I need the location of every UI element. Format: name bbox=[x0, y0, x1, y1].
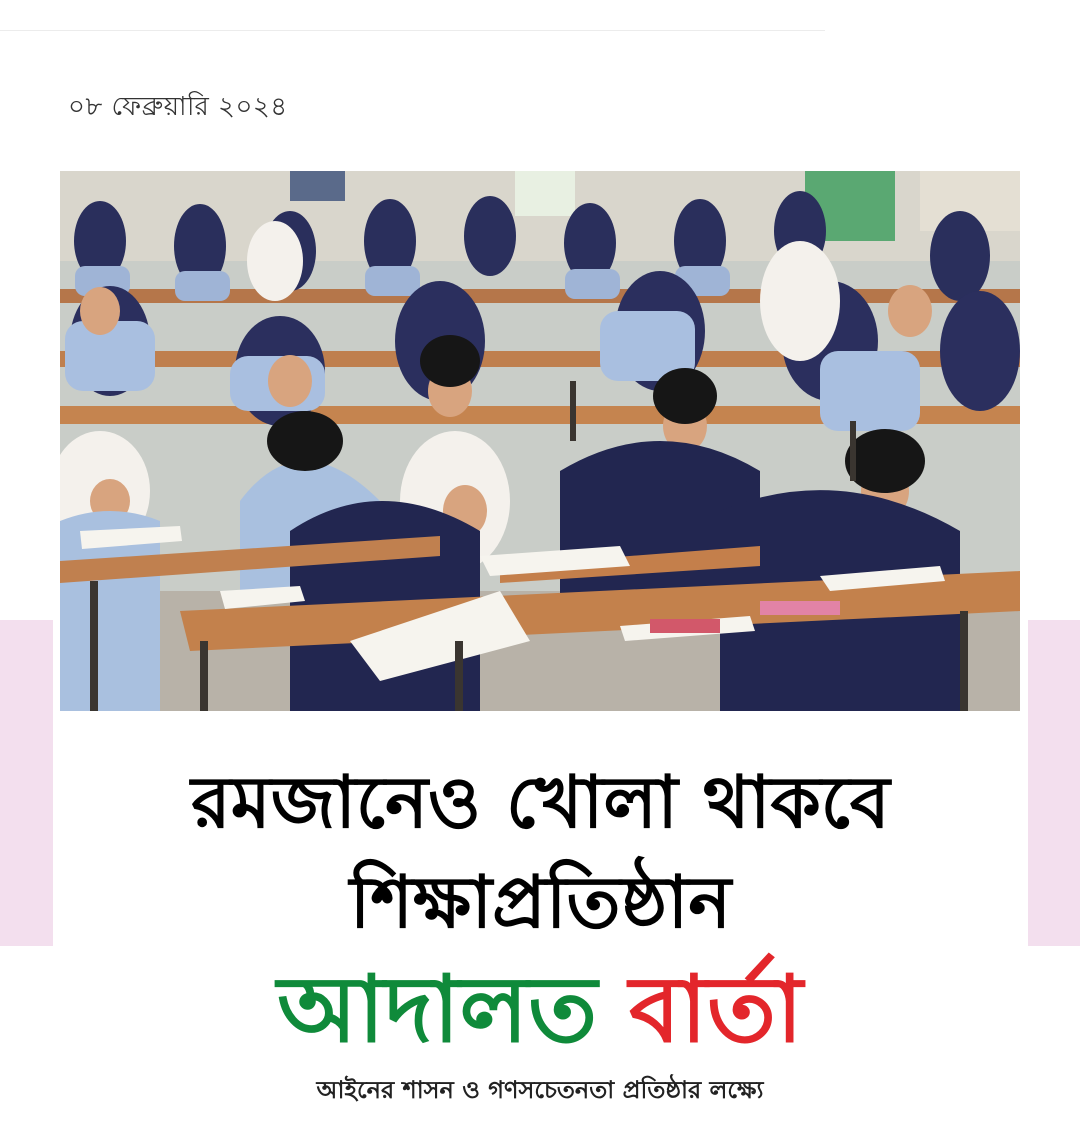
brand-logo-part-2: বার্তা bbox=[629, 956, 803, 1063]
right-accent-band bbox=[1028, 620, 1080, 946]
headline-line-1: রমজানেও খোলা থাকবে bbox=[191, 760, 890, 844]
news-photo-exam-hall bbox=[60, 171, 1020, 711]
post-date: ০৮ ফেব্রুয়ারি ২০২৪ bbox=[68, 92, 288, 122]
brand-logo bbox=[200, 955, 880, 1065]
headline bbox=[53, 752, 1028, 952]
brand-logo-part-1: আদালত bbox=[277, 956, 598, 1063]
left-accent-band bbox=[0, 620, 53, 946]
headline-line-2: শিক্ষাপ্রতিষ্ঠান bbox=[349, 860, 732, 944]
top-divider bbox=[0, 30, 825, 31]
brand-tagline: আইনের শাসন ও গণসচেতনতা প্রতিষ্ঠার লক্ষ্যে bbox=[316, 1076, 764, 1104]
